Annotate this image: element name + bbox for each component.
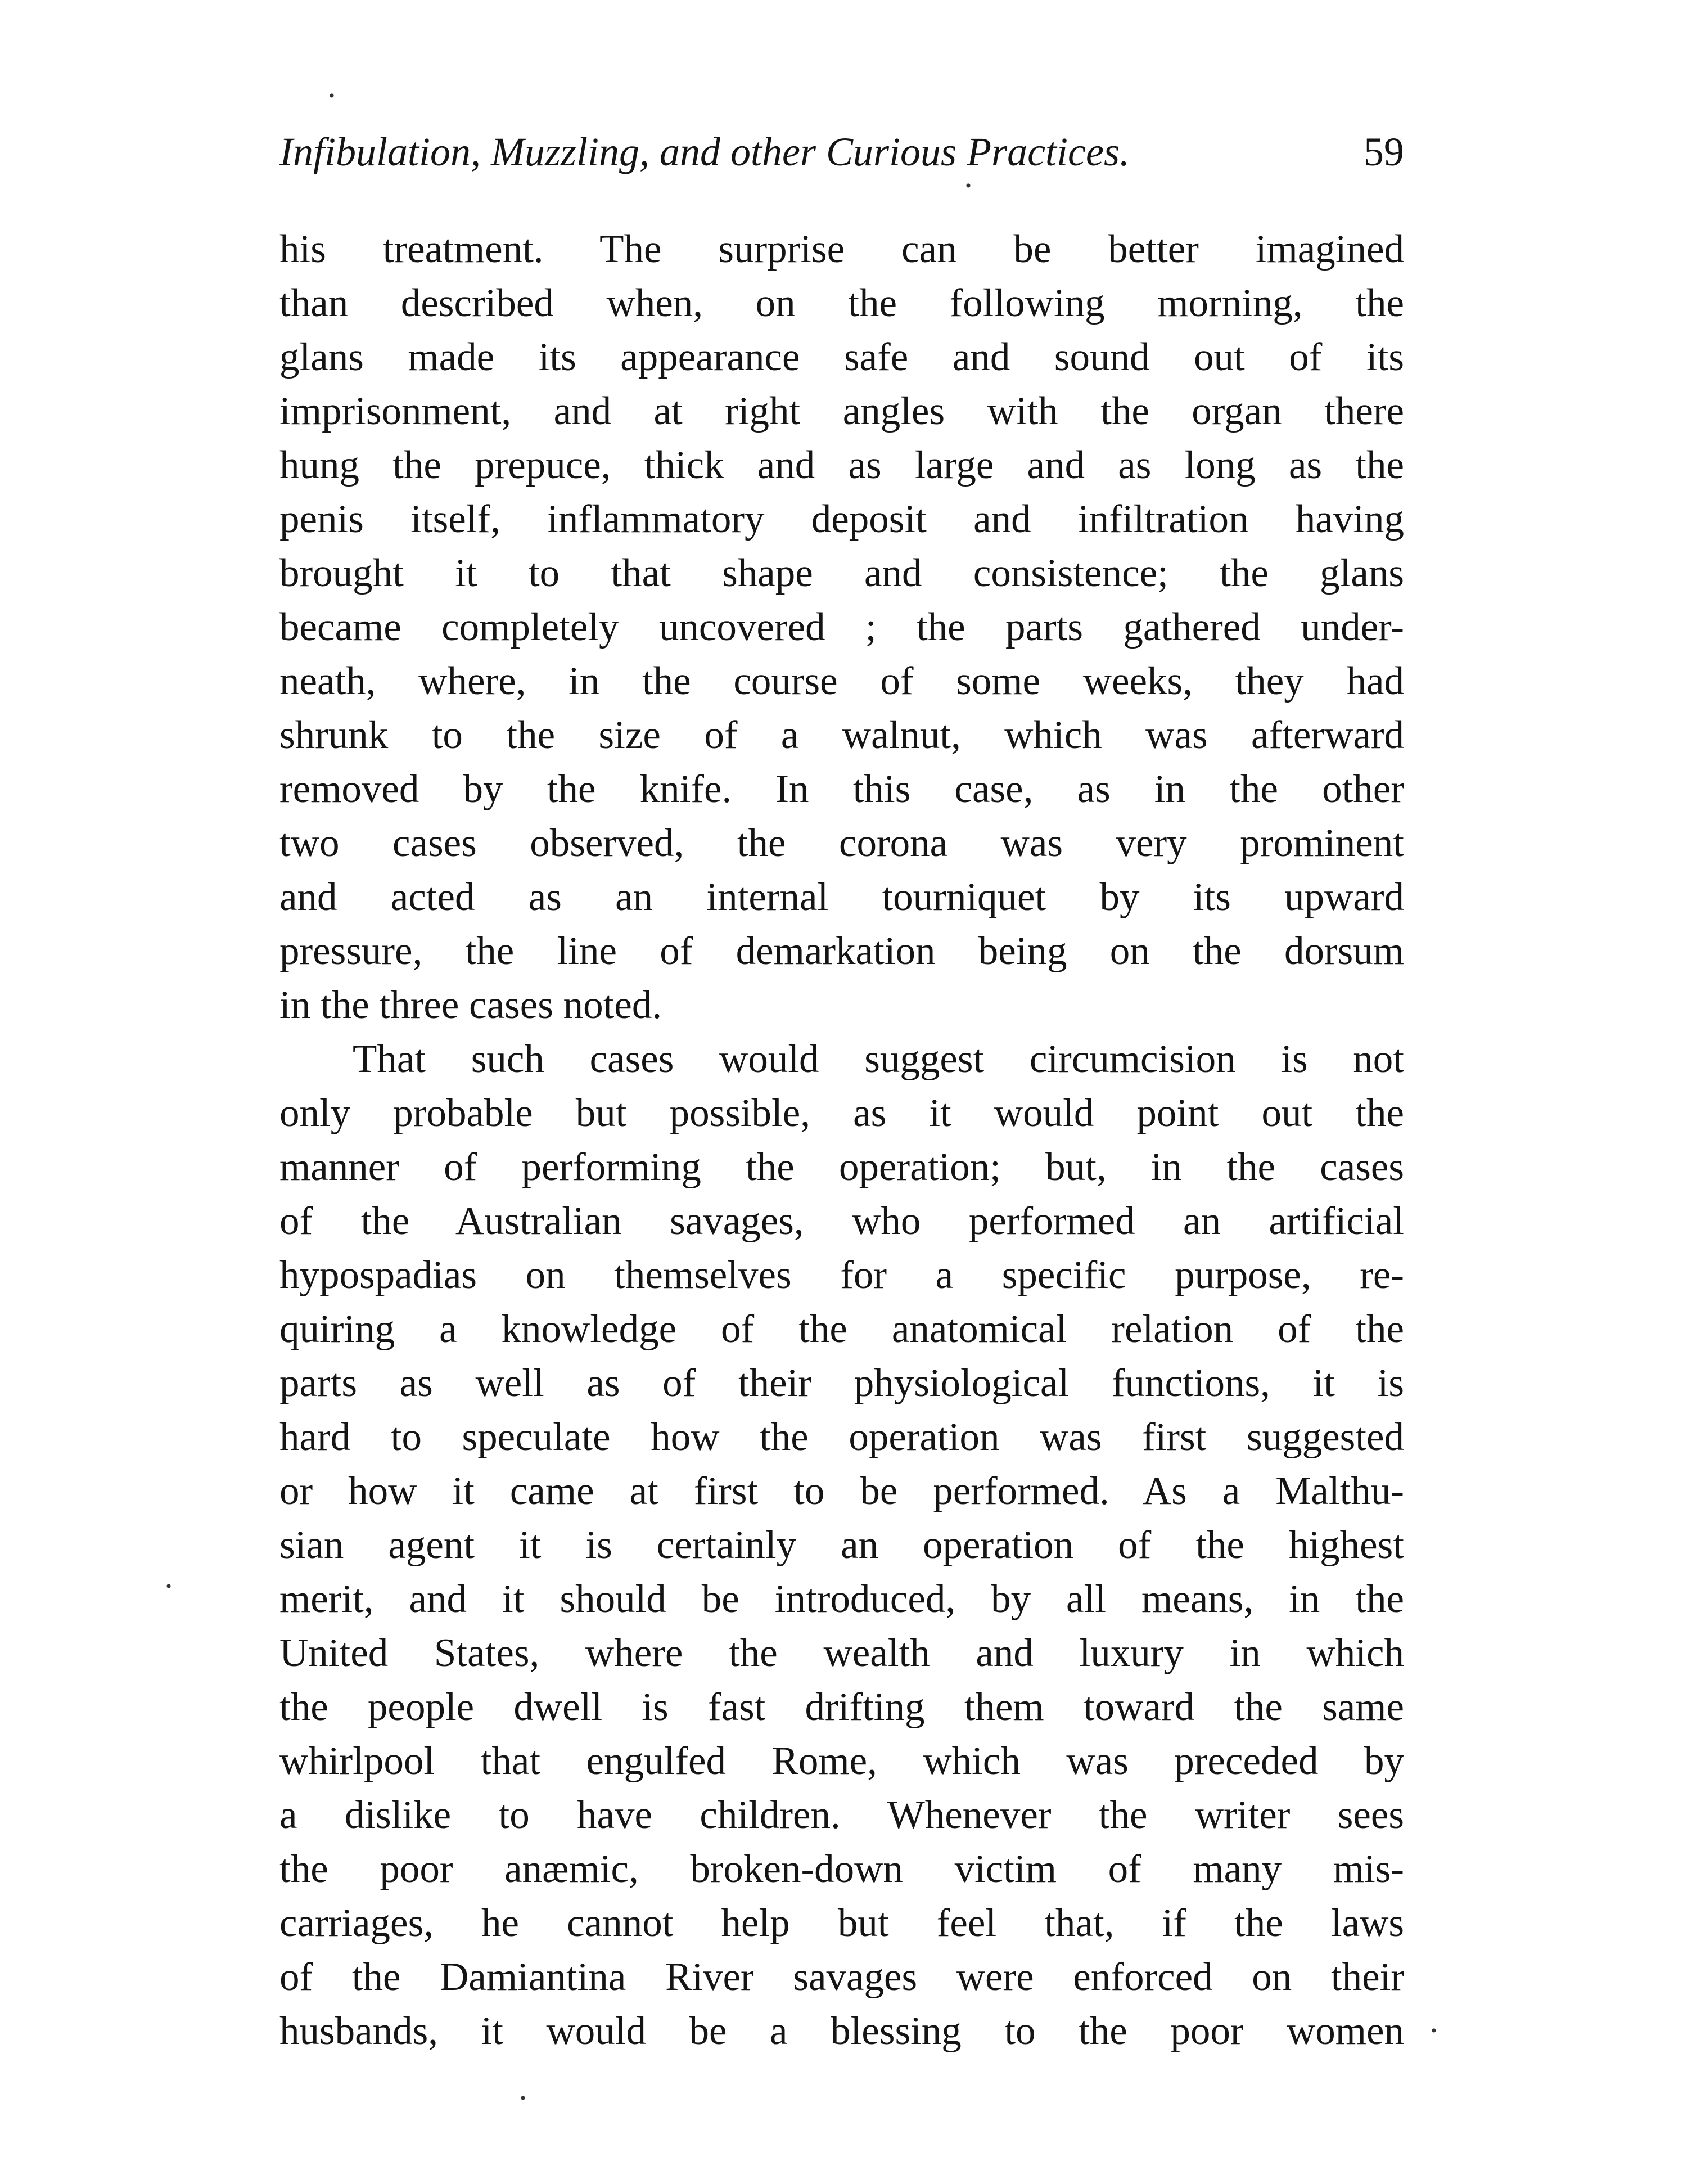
text-line: of the Australian savages, who performed an artificial — [279, 1199, 1404, 1243]
scan-speck: · — [517, 2079, 529, 2117]
text-line: of the Damiantina River savages were enforced on their — [279, 1955, 1404, 1999]
text-line: the poor anæmic, broken-down victim of many mis- — [279, 1847, 1404, 1891]
text-line: two cases observed, the corona was very prominent — [279, 821, 1404, 865]
scan-speck: · — [326, 77, 337, 114]
text-line: That such cases would suggest circumcision is not — [353, 1037, 1404, 1081]
text-line: carriages, he cannot help but feel that, if the laws — [279, 1901, 1404, 1945]
paragraph-1 — [279, 222, 1404, 1032]
text-line: his treatment. The surprise can be better imagined — [279, 227, 1404, 271]
text-line: parts as well as of their physiological functions, it is — [279, 1361, 1404, 1405]
body-text — [279, 222, 1404, 2058]
text-line: the people dwell is fast drifting them toward the same — [279, 1685, 1404, 1729]
text-line: shrunk to the size of a walnut, which was afterward — [279, 713, 1404, 757]
text-line: or how it came at first to be performed. As a Malthu- — [279, 1469, 1404, 1513]
text-line: hung the prepuce, thick and as large and as long as the — [279, 443, 1404, 487]
scan-speck: · — [163, 1568, 174, 1605]
text-line: husbands, it would be a blessing to the poor women — [279, 2009, 1404, 2053]
text-line: sian agent it is certainly an operation of the highest — [279, 1523, 1404, 1567]
text-line: manner of performing the operation; but, in the cases — [279, 1145, 1404, 1189]
text-line: than described when, on the following morning, the — [279, 281, 1404, 325]
text-line: glans made its appearance safe and sound out of its — [279, 335, 1404, 379]
scan-speck: · — [963, 167, 974, 204]
page-number: 59 — [1364, 129, 1404, 174]
text-line: pressure, the line of demarkation being on the dorsum — [279, 929, 1404, 973]
text-line: United States, where the wealth and luxury in which — [279, 1631, 1404, 1675]
running-title: Infibulation, Muzzling, and other Curious Practices. — [279, 129, 1130, 174]
text-line: whirlpool that engulfed Rome, which was preceded by — [279, 1739, 1404, 1783]
text-line: in the three cases noted. — [279, 983, 662, 1027]
text-line: brought it to that shape and consistence; the glans — [279, 551, 1404, 595]
text-line: only probable but possible, as it would point out the — [279, 1091, 1404, 1135]
text-line: and acted as an internal tourniquet by its upward — [279, 875, 1404, 919]
text-line: quiring a knowledge of the anatomical relation of the — [279, 1307, 1404, 1351]
text-line: hard to speculate how the operation was first suggested — [279, 1415, 1404, 1459]
running-header — [279, 121, 1404, 183]
paragraph-2 — [279, 1032, 1404, 2058]
text-line: neath, where, in the course of some weeks, they had — [279, 659, 1404, 703]
text-line: became completely uncovered ; the parts gathered under- — [279, 605, 1404, 649]
text-line: imprisonment, and at right angles with the organ there — [279, 389, 1404, 433]
text-line: a dislike to have children. Whenever the writer sees — [279, 1793, 1404, 1837]
scan-speck: · — [1428, 2012, 1440, 2049]
text-line: merit, and it should be introduced, by all means, in the — [279, 1577, 1404, 1621]
text-line: hypospadias on themselves for a specific purpose, re- — [279, 1253, 1404, 1297]
text-line: penis itself, inflammatory deposit and infiltration having — [279, 497, 1404, 541]
text-line: removed by the knife. In this case, as in the other — [279, 767, 1404, 811]
